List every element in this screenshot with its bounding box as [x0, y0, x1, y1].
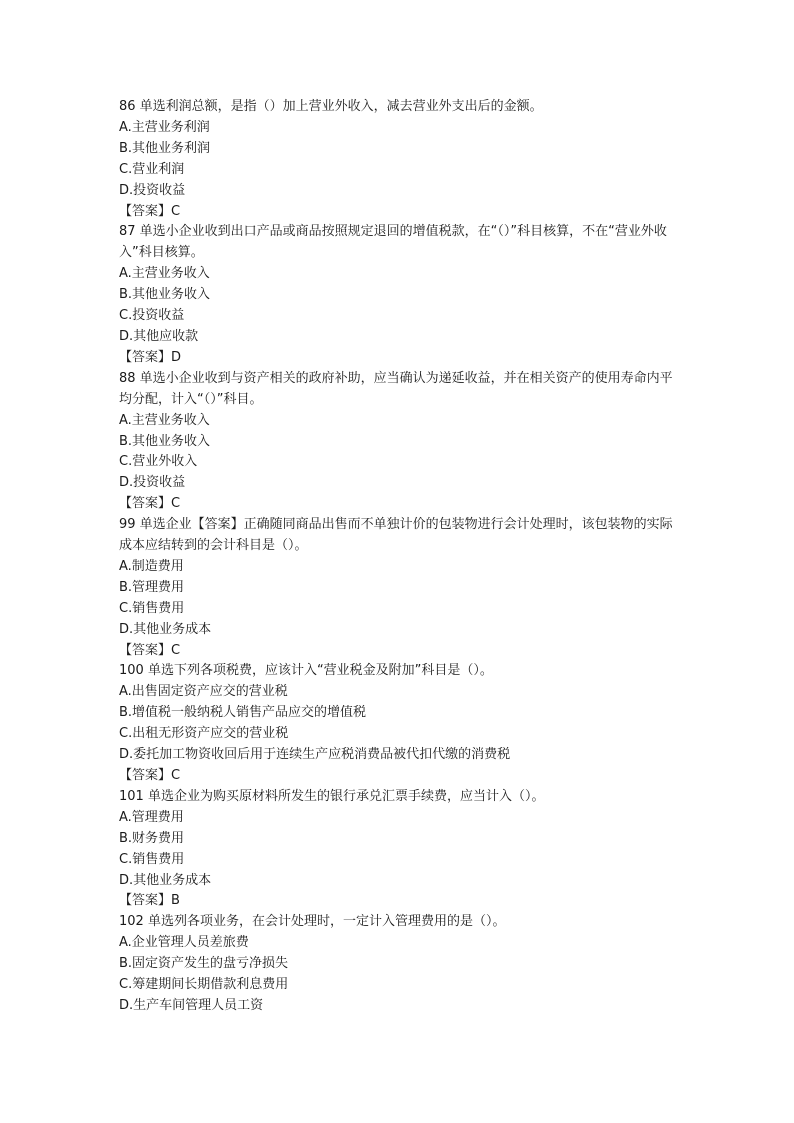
answer-option: B.其他业务收入 [119, 287, 211, 303]
answer-option: C.营业利润 [119, 161, 185, 177]
answer-option: A.主营业务利润 [119, 119, 210, 135]
answer-option: C.投资收益 [119, 308, 185, 324]
answer-option: A.管理费用 [119, 809, 184, 825]
answer-option: D.投资收益 [119, 182, 186, 198]
answer-option: C.销售费用 [119, 851, 185, 867]
question-block [119, 661, 685, 786]
answer-option: D.生产车间管理人员工资 [119, 997, 264, 1013]
answer-option: B.其他业务利润 [119, 140, 211, 156]
answer-option: C.营业外收入 [119, 454, 198, 470]
exam-document [119, 97, 685, 1017]
answer-option: B.管理费用 [119, 579, 185, 595]
question-stem: 88 单选小企业收到与资产相关的政府补助，应当确认为递延收益，并在相关资产的使用寿命内平均分配，计入“（）”科目。 [119, 370, 673, 407]
question-stem: 102 单选列各项业务，在会计处理时，一定计入管理费用的是（）。 [119, 914, 506, 930]
answer-option: C.出租无形资产应交的营业税 [119, 726, 289, 742]
answer-option: B.其他业务收入 [119, 433, 211, 449]
question-block [119, 369, 685, 515]
question-stem: 101 单选企业为购买原材料所发生的银行承兑汇票手续费，应当计入（）。 [119, 788, 545, 804]
answer-key: 【答案】C [119, 203, 181, 219]
answer-option: D.其他业务成本 [119, 621, 212, 637]
answer-option: B.财务费用 [119, 830, 185, 846]
answer-key: 【答案】C [119, 642, 181, 658]
answer-option: C.筹建期间长期借款利息费用 [119, 977, 289, 993]
answer-option: A.企业管理人员差旅费 [119, 935, 249, 951]
answer-key: 【答案】D [119, 349, 182, 365]
question-stem: 99 单选企业【答案】正确随同商品出售而不单独计价的包装物进行会计处理时，该包装物的实际成本应结转到的会计科目是（）。 [119, 517, 673, 554]
answer-option: C.销售费用 [119, 600, 185, 616]
answer-key: 【答案】B [119, 893, 180, 909]
question-block [119, 97, 685, 222]
answer-option: D.委托加工物资收回后用于连续生产应税消费品被代扣代缴的消费税 [119, 747, 511, 763]
answer-option: A.制造费用 [119, 558, 184, 574]
answer-option: D.其他业务成本 [119, 872, 212, 888]
answer-option: D.其他应收款 [119, 328, 199, 344]
answer-option: A.主营业务收入 [119, 266, 210, 282]
answer-option: A.主营业务收入 [119, 412, 210, 428]
question-stem: 86 单选利润总额，是指（）加上营业外收入，减去营业外支出后的金额。 [119, 99, 543, 114]
answer-key: 【答案】C [119, 768, 181, 783]
question-stem: 100 单选下列各项税费，应该计入“营业税金及附加”科目是（）。 [119, 663, 493, 679]
answer-option: B.固定资产发生的盘亏净损失 [119, 956, 289, 972]
answer-option: D.投资收益 [119, 475, 186, 491]
question-block [119, 515, 685, 661]
question-block [119, 222, 685, 368]
answer-option: B.增值税一般纳税人销售产品应交的增值税 [119, 705, 367, 721]
question-stem: 87 单选小企业收到出口产品或商品按照规定退回的增值税款，在“（）”科目核算，不在“营业外收入”科目核算。 [119, 224, 667, 261]
answer-key: 【答案】C [119, 496, 181, 512]
question-block [119, 912, 685, 1017]
answer-option: A.出售固定资产应交的营业税 [119, 684, 288, 700]
question-block [119, 787, 685, 912]
